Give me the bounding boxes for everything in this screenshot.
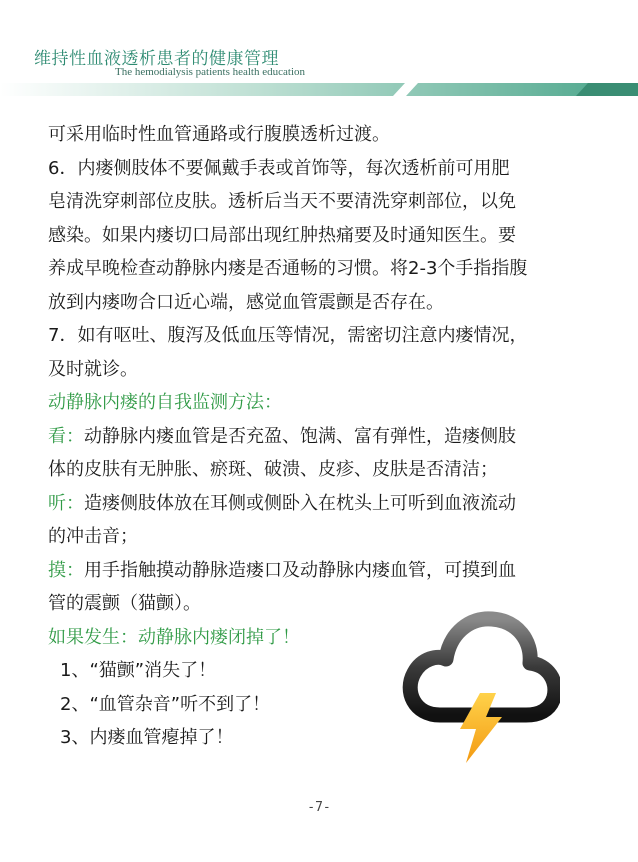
touch-label: 摸：	[48, 559, 84, 581]
header-subtitle: The hemodialysis patients health education	[115, 66, 306, 78]
touch-line	[48, 554, 608, 588]
page-number: -7-	[307, 800, 331, 815]
look-label: 看：	[48, 425, 84, 447]
listen-line	[48, 487, 608, 521]
body-line: 可采用临时性血管通路或行腹膜透析过渡。	[48, 124, 390, 145]
body-line: 及时就诊。	[48, 358, 138, 380]
look-text-cont: 体的皮肤有无肿胀、瘀斑、破溃、皮疹、皮肤是否清洁；	[48, 459, 498, 480]
monitor-heading: 动静脉内瘘的自我监测方法：	[48, 392, 282, 413]
listen-label: 听：	[48, 492, 84, 514]
body-line: 皂清洗穿刺部位皮肤。透析后当天不要清洗穿刺部位，以免	[48, 191, 516, 212]
occlusion-heading: 如果发生：动静脉内瘘闭掉了！	[48, 626, 300, 648]
listen-text: 造瘘侧肢体放在耳侧或侧卧入在枕头上可听到血液流动	[84, 492, 516, 514]
body-line: 感染。如果内瘘切口局部出现红肿热痛要及时通知医生。要	[48, 224, 516, 246]
touch-text: 用手指触摸动静脉造瘘口及动静脉内瘘血管，可摸到血	[84, 559, 516, 581]
listen-text-cont: 的冲击音；	[48, 526, 138, 547]
occlusion-item: 2、“血管杂音”听不到了！	[60, 693, 271, 715]
body-line: 6．内瘘侧肢体不要佩戴手表或首饰等，每次透析前可用肥	[48, 157, 510, 179]
occlusion-item: 1、“猫颤”消失了！	[60, 660, 217, 681]
touch-text-cont: 管的震颤（猫颤）。	[48, 593, 201, 614]
storm-cloud-lightning-icon	[400, 595, 560, 765]
body-line: 7．如有呕吐、腹泻及低血压等情况，需密切注意内瘘情况，	[48, 325, 528, 346]
look-line	[48, 420, 608, 454]
look-text: 动静脉内瘘血管是否充盈、饱满、富有弹性，造瘘侧肢	[84, 425, 516, 447]
header-title: 维持性血液透析患者的健康管理	[34, 49, 279, 69]
body-line: 放到内瘘吻合口近心端，感觉血管震颤是否存在。	[48, 291, 444, 313]
body-line: 养成早晚检查动静脉内瘘是否通畅的习惯。将2-3个手指指腹	[48, 258, 528, 279]
occlusion-item: 3、内瘘血管瘪掉了！	[60, 727, 234, 748]
header-bar	[0, 83, 638, 96]
